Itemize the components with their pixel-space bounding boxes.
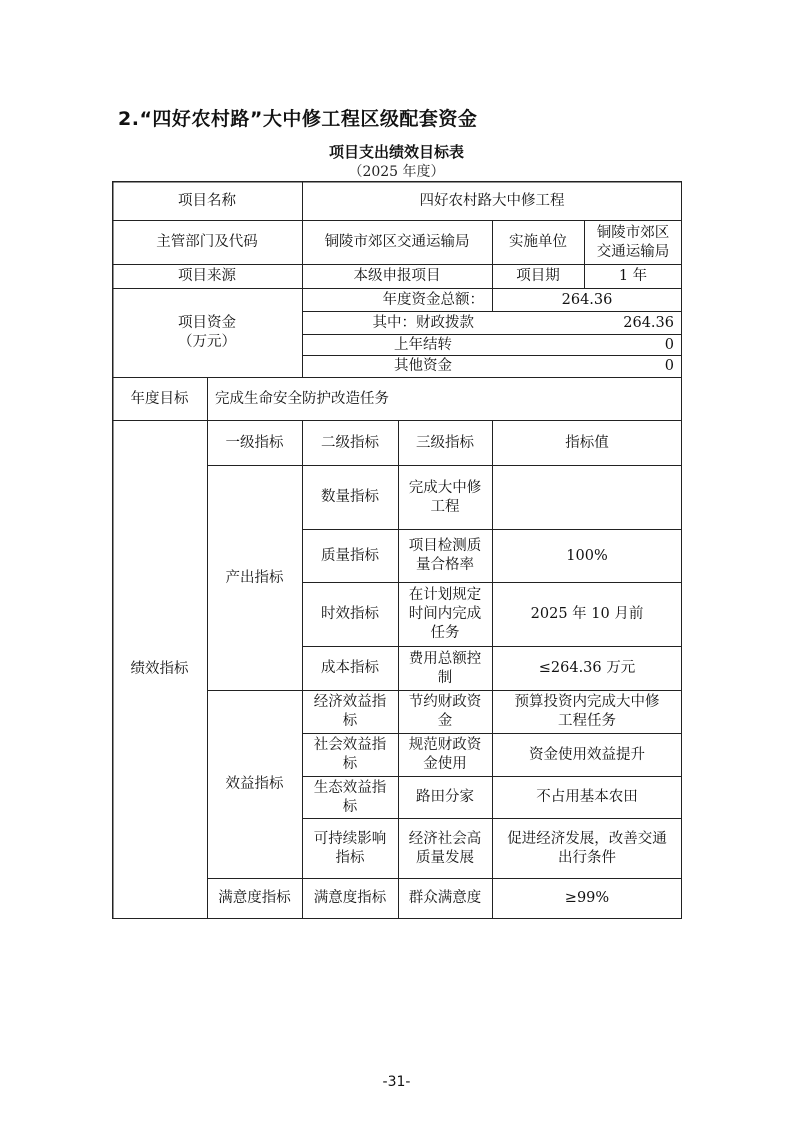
social-l3-line1: 规范财政资 (408, 737, 482, 753)
timeliness-l3-line2: 时间内完成 (408, 606, 482, 622)
social-l2-line2: 标 (342, 756, 358, 772)
ecological-l2 (302, 776, 398, 819)
impl-value-line1: 铜陵市郊区 (596, 224, 670, 241)
timeliness-l3 (398, 582, 492, 647)
timeliness-l3-line3: 任务 (430, 625, 460, 641)
source-value: 本级申报项目 (353, 268, 441, 284)
social-l3-line2: 金使用 (423, 756, 467, 772)
page-number: -31- (382, 1074, 411, 1090)
funds-label-line1: 项目资金 (178, 315, 236, 331)
total-label: 年度资金总额： (382, 291, 484, 308)
economic-l3 (398, 690, 492, 734)
performance-table (112, 181, 682, 919)
impl-value (584, 220, 682, 265)
economic-l2 (302, 690, 398, 734)
table-year: （2025 年度） (348, 164, 445, 180)
carryover-label: 上年结转 (394, 336, 452, 353)
social-l2-line1: 社会效益指 (313, 737, 387, 753)
quantity-l3 (398, 465, 492, 530)
sustainable-l2-line1: 可持续影响 (313, 830, 387, 847)
sustainable-l3-line1: 经济社会高 (408, 830, 482, 847)
satisfaction-l3: 群众满意度 (408, 890, 482, 906)
quality-l3-line1: 项目检测质 (408, 538, 482, 554)
social-l2 (302, 733, 398, 777)
dept-value: 铜陵市郊区交通运输局 (324, 234, 470, 250)
benefit-label: 效益指标 (225, 776, 284, 792)
annual-goal-value: 完成生命安全防护改造任务 (215, 390, 389, 407)
sustainable-value (492, 818, 682, 879)
quality-value: 100% (566, 547, 608, 564)
funds-label (112, 288, 302, 378)
total-value: 264.36 (561, 291, 613, 308)
perf-label: 绩效指标 (130, 661, 189, 677)
quantity-value (492, 465, 682, 530)
satisfaction-label: 满意度指标 (218, 890, 291, 906)
table-title: 项目支出绩效目标表 (328, 143, 464, 161)
economic-value (492, 690, 682, 734)
quality-l3-line2: 量合格率 (416, 557, 474, 573)
economic-value-line2: 工程任务 (558, 713, 616, 729)
carryover-value: 0 (664, 336, 674, 353)
cost-l3-line1: 费用总额控 (408, 650, 482, 667)
funds-label-line2: （万元） (178, 334, 236, 350)
other-label: 其他资金 (394, 357, 452, 374)
header-level3: 三级指标 (416, 434, 474, 451)
ecological-l3: 路田分家 (416, 789, 474, 805)
project-name-value: 四好农村路大中修工程 (419, 192, 565, 209)
period-value: 1 年 (618, 268, 648, 284)
timeliness-l2: 时效指标 (321, 606, 379, 622)
source-label: 项目来源 (178, 268, 236, 284)
cost-value: ≤264.36 万元 (538, 660, 636, 676)
annual-goal-label: 年度目标 (130, 390, 189, 407)
social-l3 (398, 733, 492, 777)
impl-label: 实施单位 (509, 234, 567, 250)
sustainable-l3-line2: 质量发展 (416, 849, 474, 866)
ecological-l2-line1: 生态效益指 (313, 779, 387, 796)
quantity-l3-line2: 工程 (430, 498, 460, 515)
economic-l2-line2: 标 (342, 713, 358, 729)
impl-value-line2: 交通运输局 (596, 243, 670, 260)
fiscal-label: 其中：财政拨款 (372, 314, 474, 331)
satisfaction-value: ≥99% (564, 890, 610, 906)
quality-l3 (398, 529, 492, 583)
project-name-label: 项目名称 (178, 192, 236, 209)
sustainable-l2 (302, 818, 398, 879)
satisfaction-l2: 满意度指标 (313, 890, 387, 906)
fiscal-value: 264.36 (623, 314, 674, 331)
sustainable-l3 (398, 818, 492, 879)
sustainable-value-line2: 出行条件 (558, 849, 616, 866)
dept-label: 主管部门及代码 (156, 234, 258, 250)
timeliness-value: 2025 年 10 月前 (530, 606, 644, 622)
other-value: 0 (664, 357, 674, 374)
cost-l3-line2: 制 (437, 669, 453, 686)
ecological-l2-line2: 标 (342, 798, 358, 815)
sustainable-l2-line2: 指标 (335, 849, 365, 866)
social-value: 资金使用效益提升 (529, 746, 645, 763)
output-label: 产出指标 (225, 569, 284, 586)
economic-value-line1: 预算投资内完成大中修 (514, 694, 660, 710)
economic-l3-line2: 金 (437, 713, 453, 729)
header-level2: 二级指标 (321, 434, 379, 451)
quantity-l2: 数量指标 (321, 489, 379, 505)
economic-l3-line1: 节约财政资 (408, 694, 482, 710)
ecological-value: 不占用基本农田 (536, 789, 638, 805)
period-label: 项目期 (516, 268, 560, 284)
sustainable-value-line1: 促进经济发展，改善交通 (507, 830, 667, 847)
section-heading: 2.“四好农村路”大中修工程区级配套资金 (118, 108, 478, 130)
economic-l2-line1: 经济效益指 (313, 694, 387, 710)
cost-l3 (398, 646, 492, 691)
cost-l2: 成本指标 (321, 660, 379, 676)
quantity-l3-line1: 完成大中修 (408, 479, 482, 496)
header-value: 指标值 (565, 434, 609, 451)
header-level1: 一级指标 (225, 434, 284, 451)
quality-l2: 质量指标 (321, 547, 379, 564)
timeliness-l3-line1: 在计划规定 (408, 587, 482, 603)
